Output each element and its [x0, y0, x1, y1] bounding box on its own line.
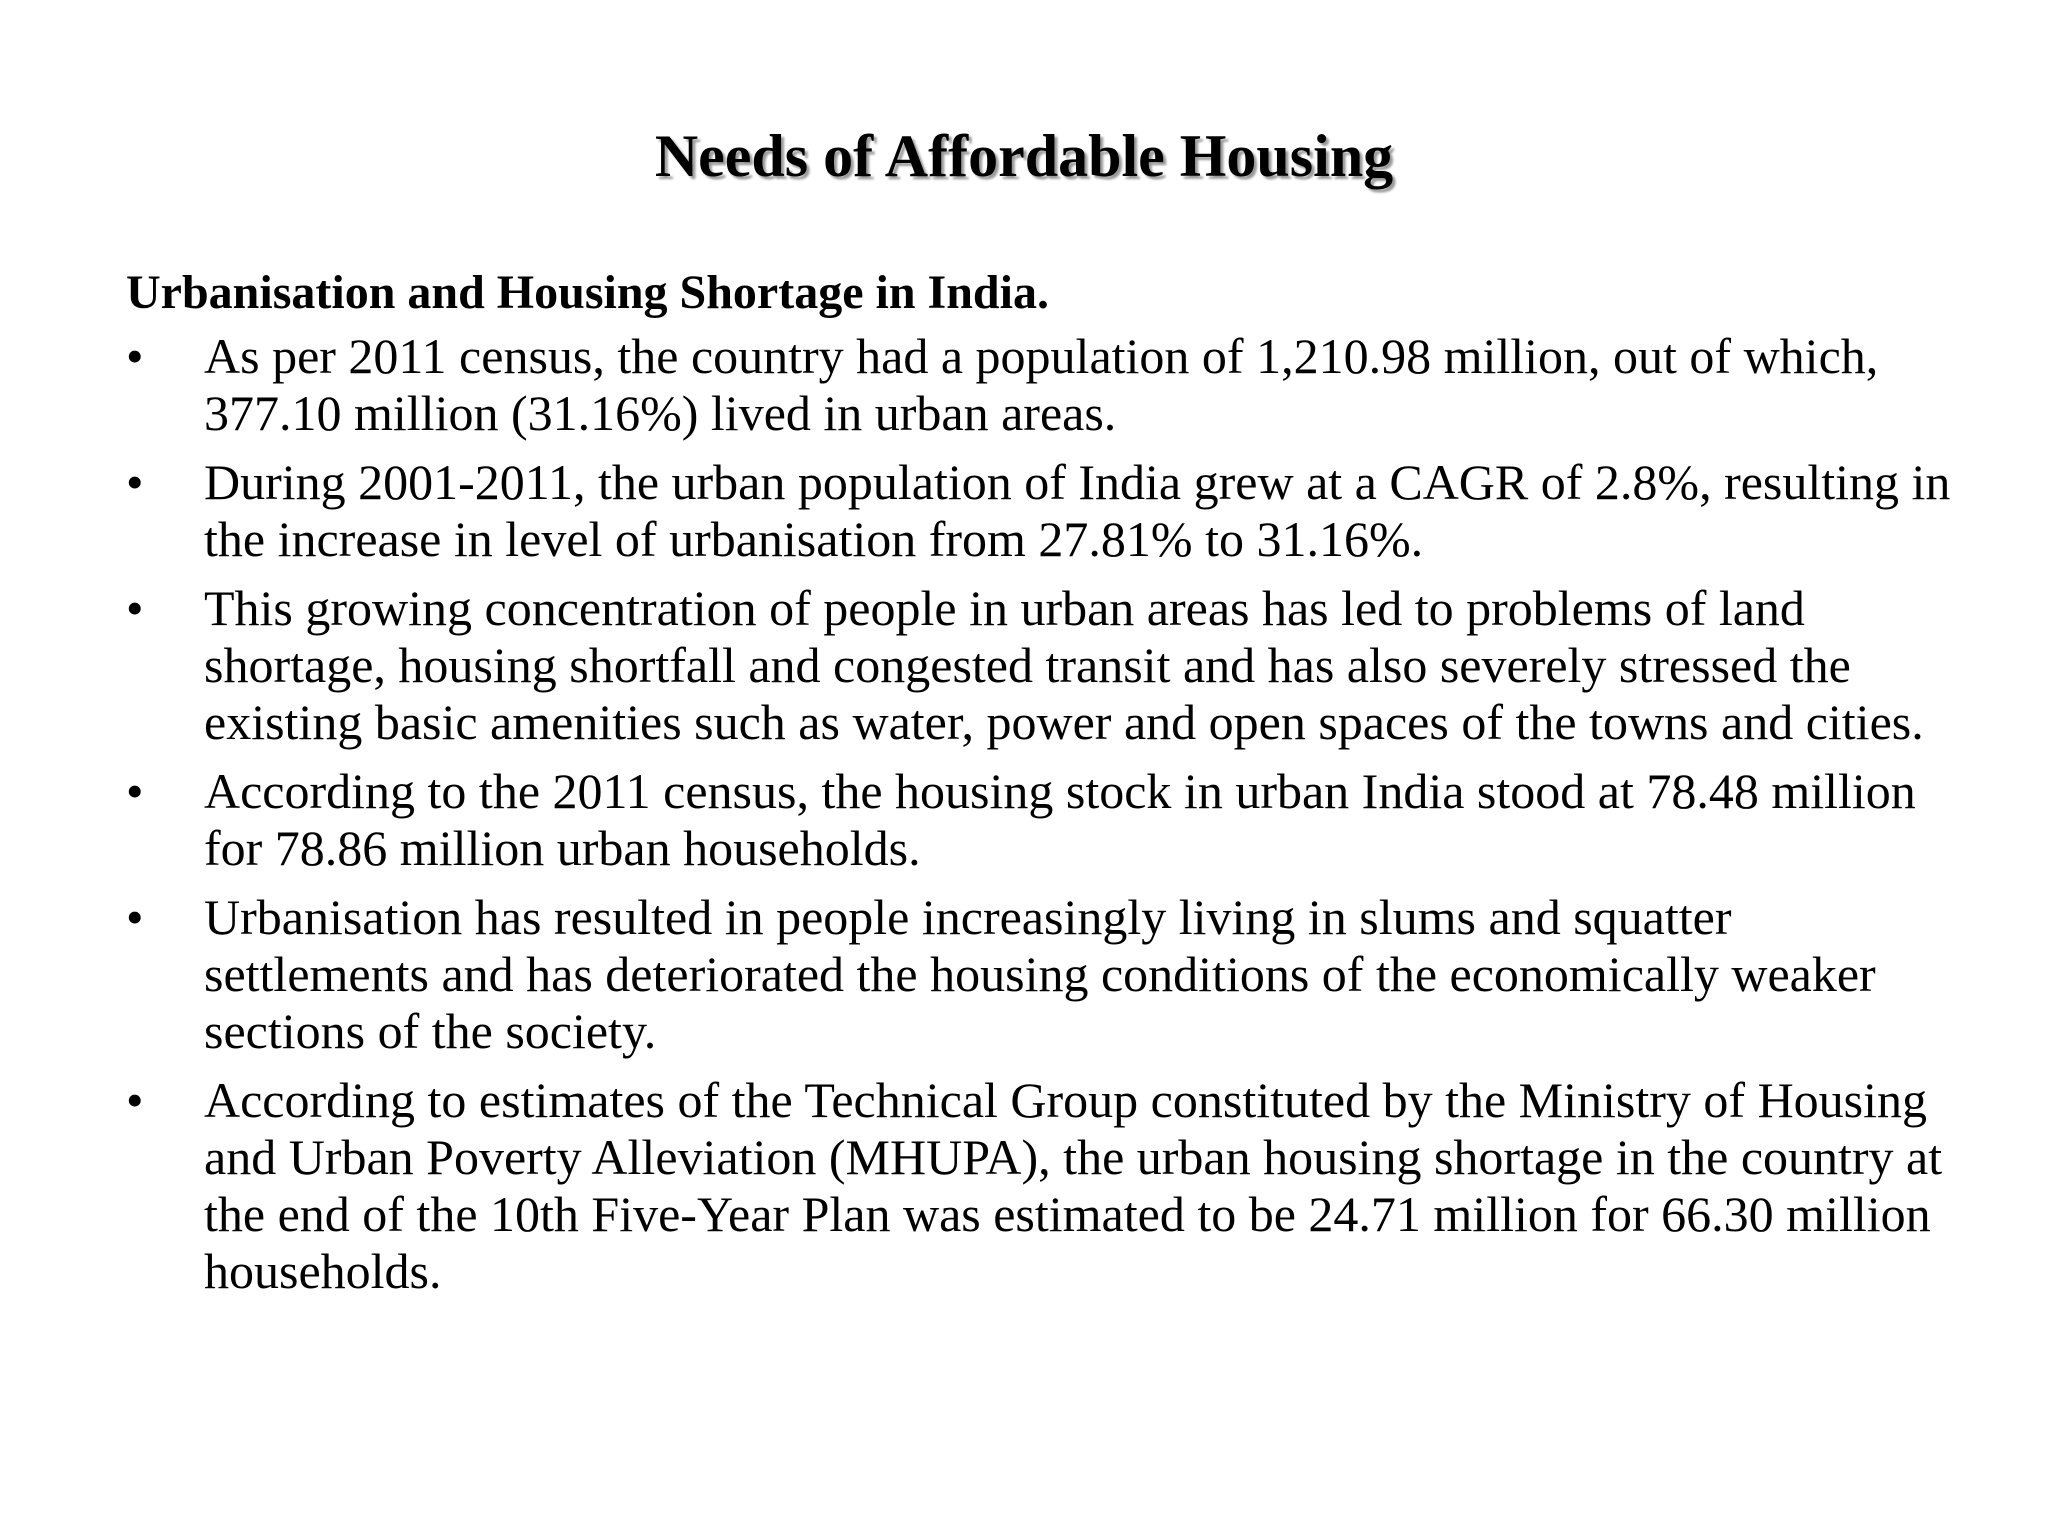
bullet-marker: •	[126, 1072, 144, 1128]
bullet-marker: •	[126, 889, 144, 945]
bullet-item	[126, 889, 1966, 1060]
bullet-item	[126, 580, 1966, 751]
slide-content	[126, 262, 1966, 1312]
bullet-list	[126, 328, 1966, 1300]
bullet-item	[126, 454, 1966, 568]
bullet-item	[126, 1072, 1966, 1300]
bullet-item	[126, 328, 1966, 442]
bullet-text: Urbanisation has resulted in people increasingly living in slums and squatter settlements and has deteriorated the housing conditions of the economically weaker sections of the society.	[204, 889, 1876, 1059]
bullet-text: As per 2011 census, the country had a population of 1,210.98 million, out of which, 377.10 million (31.16%) lived in urban areas.	[204, 328, 1879, 441]
bullet-marker: •	[126, 454, 144, 510]
bullet-text: This growing concentration of people in urban areas has led to problems of land shortage, housing shortfall and congested transit and has also severely stressed the existing basic amenities such as water, power and open spaces of the towns and cities.	[204, 580, 1924, 750]
bullet-marker: •	[126, 763, 144, 819]
slide-title: Needs of Affordable Housing	[654, 123, 1394, 189]
bullet-text: According to estimates of the Technical Group constituted by the Ministry of Housing and Urban Poverty Alleviation (MHUPA), the urban housing shortage in the country at the end of the 10th Five-Year Plan was estimated to be 24.71 million for 66.30 million households.	[204, 1072, 1943, 1299]
section-subheading: Urbanisation and Housing Shortage in India.	[126, 266, 1049, 319]
bullet-text: During 2001-2011, the urban population of India grew at a CAGR of 2.8%, resulting in the increase in level of urbanisation from 27.81% to 31.16%.	[204, 454, 1951, 567]
bullet-marker: •	[126, 580, 144, 636]
bullet-text: According to the 2011 census, the housing stock in urban India stood at 78.48 million for 78.86 million urban households.	[204, 763, 1916, 876]
bullet-item	[126, 763, 1966, 877]
bullet-marker: •	[126, 328, 144, 384]
